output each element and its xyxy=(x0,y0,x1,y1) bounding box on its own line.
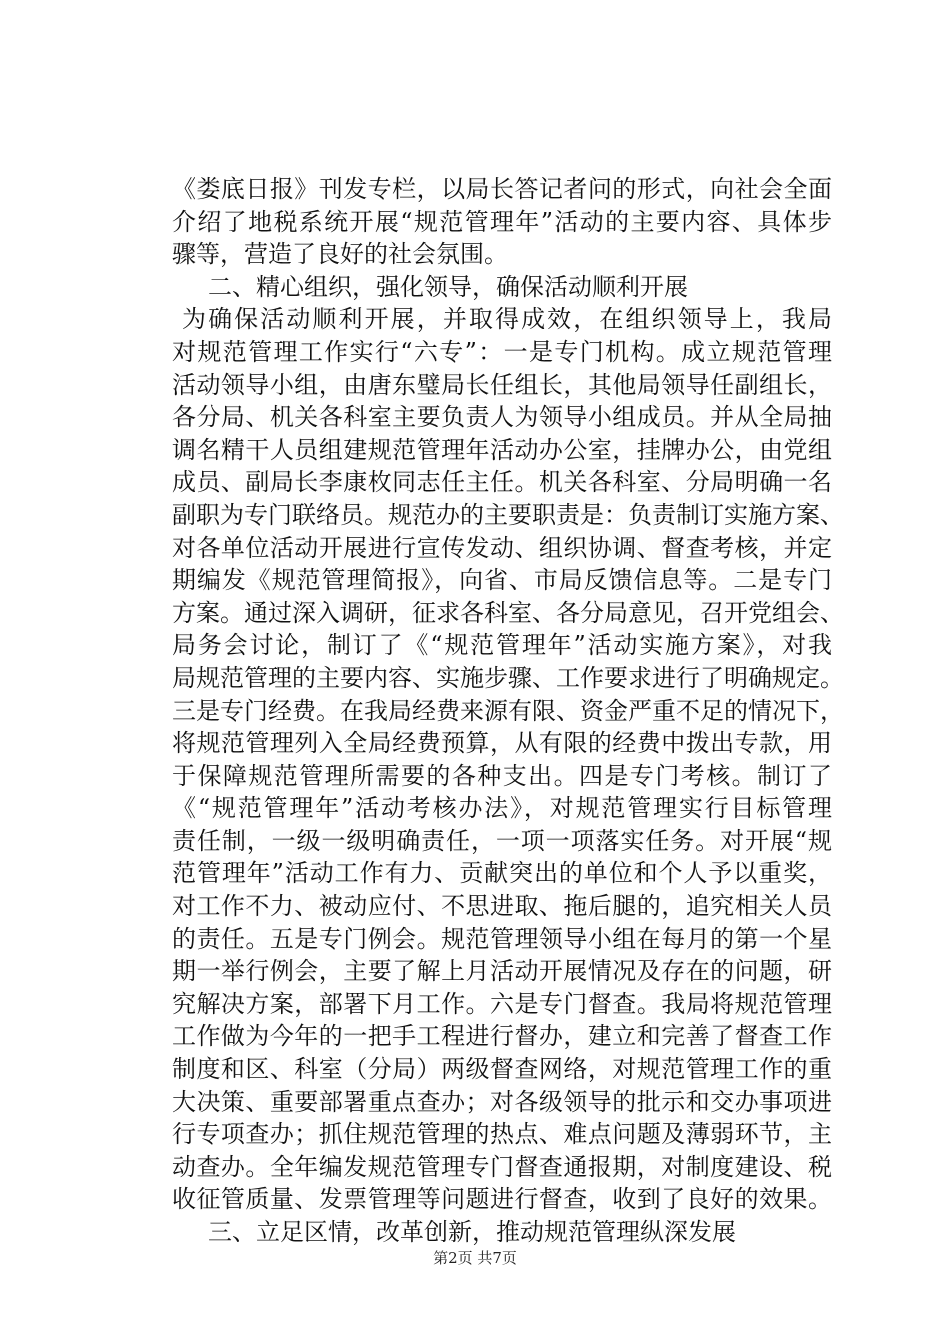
text-line: 《“规范管理年”活动考核办法》，对规范管理实行目标管理 xyxy=(172,794,832,823)
text-line: 责任制，一级一级明确责任，一项一项落实任务。对开展“规 xyxy=(172,826,832,855)
text-line: 范管理年”活动工作有力、贡献突出的单位和个人予以重奖， xyxy=(172,859,832,888)
text-line: 《娄底日报》刊发专栏，以局长答记者问的形式，向社会全面 xyxy=(172,175,832,203)
text-line: 期编发《规范管理简报》，向省、市局反馈信息等。二是专门 xyxy=(172,566,832,595)
text-line: 对工作不力、被动应付、不思进取、拖后腿的，追究相关人员 xyxy=(172,892,832,921)
text-line: 对规范管理工作实行“六专”：一是专门机构。成立规范管理 xyxy=(172,337,832,366)
text-line: 对各单位活动开展进行宣传发动、组织协调、督查考核，并定 xyxy=(172,533,832,562)
text-line: 调名精干人员组建规范管理年活动办公室，挂牌办公，由党组 xyxy=(172,435,832,464)
text-line: 为确保活动顺利开展，并取得成效，在组织领导上，我局 xyxy=(182,305,832,334)
text-line: 介绍了地税系统开展“规范管理年”活动的主要内容、具体步 xyxy=(172,207,832,236)
text-line: 的责任。五是专门例会。规范管理领导小组在每月的第一个星 xyxy=(172,924,832,953)
text-line: 行专项查办；抓住规范管理的热点、难点问题及薄弱环节，主 xyxy=(172,1120,832,1149)
text-line: 动查办。全年编发规范管理专门督查通报期，对制度建设、税 xyxy=(172,1152,832,1181)
text-line: 各分局、机关各科室主要负责人为领导小组成员。并从全局抽 xyxy=(172,403,832,432)
page-number-footer: 第2页 共7页 xyxy=(433,1249,517,1267)
text-line: 局务会讨论，制订了《“规范管理年”活动实施方案》，对我 xyxy=(172,631,832,660)
section-heading: 二、精心组织，强化领导，确保活动顺利开展 xyxy=(208,272,688,301)
text-line: 局规范管理的主要内容、实施步骤、工作要求进行了明确规定。 xyxy=(172,663,844,692)
text-line: 收征管质量、发票管理等问题进行督查，收到了良好的效果。 xyxy=(172,1185,832,1214)
text-line: 活动领导小组，由唐东璧局长任组长，其他局领导任副组长， xyxy=(172,370,832,399)
text-line: 大决策、重要部署重点查办；对各级领导的批示和交办事项进 xyxy=(172,1087,832,1116)
text-line: 将规范管理列入全局经费预算，从有限的经费中拨出专款，用 xyxy=(172,729,832,758)
text-line: 究解决方案，部署下月工作。六是专门督查。我局将规范管理 xyxy=(172,989,832,1018)
text-line: 三是专门经费。在我局经费来源有限、资金严重不足的情况下， xyxy=(172,696,844,725)
text-line: 副职为专门联络员。规范办的主要职责是：负责制订实施方案、 xyxy=(172,500,844,529)
text-line: 成员、副局长李康枚同志任主任。机关各科室、分局明确一名 xyxy=(172,468,832,497)
text-line: 于保障规范管理所需要的各种支出。四是专门考核。制订了 xyxy=(172,761,832,790)
document-body xyxy=(172,173,844,1249)
section-heading: 三、立足区情，改革创新，推动规范管理纵深发展 xyxy=(208,1218,736,1246)
text-line: 期一举行例会，主要了解上月活动开展情况及存在的问题，研 xyxy=(172,957,832,986)
text-line: 方案。通过深入调研，征求各科室、各分局意见，召开党组会、 xyxy=(172,598,844,627)
text-line: 工作做为今年的一把手工程进行督办，建立和完善了督查工作 xyxy=(172,1022,832,1051)
text-line: 制度和区、科室（分局）两级督查网络，对规范管理工作的重 xyxy=(172,1055,832,1084)
text-line: 骤等，营造了良好的社会氛围。 xyxy=(172,240,508,269)
